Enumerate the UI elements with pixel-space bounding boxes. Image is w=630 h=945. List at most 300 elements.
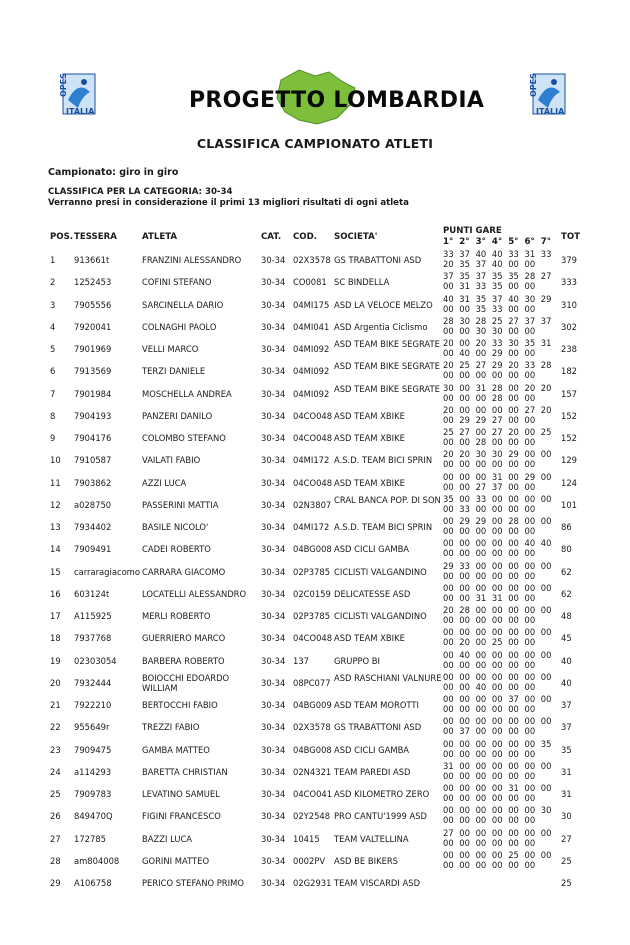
punti-value: 20 [475,338,487,348]
punti-value: 35 [508,271,519,282]
punti-value: 33 [491,338,503,348]
punti-value: 00 [491,827,503,838]
cell-tot: 35 [561,744,572,755]
punti-value: 31 [508,783,519,793]
cell-tot: 157 [561,388,577,399]
svg-text:OPES: OPES [529,73,538,97]
punti-value: 00 [524,793,536,803]
punti-value: 00 [508,259,519,269]
cell-cat: 30-34 [261,366,286,377]
punti-value: 00 [524,748,536,759]
punti-value: 00 [524,615,536,625]
punti-line-1 [443,449,558,459]
punti-value: 00 [508,392,519,403]
cell-punti-gare [443,294,558,314]
table-row [0,783,630,805]
cell-cod: 04MI092 [293,388,330,399]
cell-tot: 40 [561,655,572,666]
cell-pos: 20 [50,677,61,688]
punti-value: 00 [524,481,536,492]
punti-value: 00 [443,392,454,403]
punti-value: 00 [524,694,536,704]
cell-cat: 30-34 [261,522,286,532]
cell-atleta: GORINI MATTEO [142,855,210,866]
table-row [0,271,630,293]
punti-value: 00 [443,538,454,549]
punti-value: 00 [459,538,470,549]
gara-number-7: 7° [540,237,552,247]
punti-value: 00 [524,414,536,425]
cell-tessera: A106758 [74,878,112,888]
cell-tot: 310 [561,299,577,310]
cell-cat: 30-34 [261,410,286,421]
punti-value: 00 [443,671,454,682]
punti-value: 00 [524,859,536,870]
punti-value: 35 [491,281,503,292]
cell-societa: ASD CICLI GAMBA [334,544,410,555]
cell-punti-gare [443,761,558,781]
punti-value: 00 [475,704,487,714]
cell-societa: ASD TEAM BIKE SEGRATE [334,383,440,394]
cell-cat: 30-34 [261,855,286,866]
punti-value: 27 [508,315,519,326]
punti-value: 00 [475,526,487,536]
punti-value: 00 [475,649,487,660]
cell-societa: CICLISTI VALGANDINO [334,611,427,621]
cell-tessera: a114293 [74,766,112,777]
punti-value: 25 [540,427,552,437]
punti-value: 00 [475,815,487,826]
punti-value: 25 [459,360,470,371]
punti-value: 00 [475,548,487,559]
cell-tessera: 7910587 [74,455,112,466]
cell-tot: 31 [561,766,572,777]
cell-pos: 18 [50,633,61,644]
cell-pos: 4 [50,321,56,332]
cell-cat: 30-34 [261,611,286,621]
punti-value: 00 [475,348,487,358]
punti-value: 00 [443,370,454,381]
punti-value: 00 [508,370,519,381]
cell-tessera: 7901984 [74,388,112,399]
punti-value: 00 [524,437,536,447]
table-row [0,605,630,627]
cell-tessera: 7901969 [74,344,112,354]
punti-line-2 [443,459,558,469]
punti-value: 00 [508,281,519,292]
punti-value: 00 [443,726,454,737]
punti-value: 00 [475,716,487,727]
punti-value: 00 [443,481,454,492]
cell-atleta: CARRARA GIACOMO [142,566,226,577]
punti-value: 00 [459,849,470,860]
punti-value: 20 [443,338,454,348]
cell-cod: 02X3578 [293,722,331,733]
punti-line-1 [443,249,558,259]
punti-value: 00 [508,348,519,358]
punti-value: 00 [443,704,454,714]
cell-cod: 02P3785 [293,566,331,577]
punti-value: 00 [524,592,536,603]
punti-value: 28 [491,382,503,393]
punti-value: 00 [508,637,519,648]
punti-value: 20 [443,605,454,615]
cell-atleta: LOCATELLI ALESSANDRO [142,588,247,599]
cell-atleta: COFINI STEFANO [142,277,212,288]
punti-value: 00 [443,716,454,727]
cell-cat: 30-34 [261,588,286,599]
punti-value: 00 [459,370,470,381]
punti-value: 00 [459,716,470,727]
cell-tessera: 7904176 [74,433,112,443]
punti-value: 40 [524,538,536,549]
punti-value: 27 [475,481,487,492]
punti-value: 35 [491,271,503,282]
cell-societa: ASD TEAM XBIKE [334,410,405,421]
table-row [0,360,630,382]
cell-atleta: LEVATINO SAMUEL [142,789,220,799]
punti-value: 00 [508,459,519,470]
punti-value: 00 [508,538,519,549]
gara-number-4: 4° [491,237,503,247]
punti-value: 37 [475,259,487,269]
cell-tot: 62 [561,588,572,599]
punti-value: 00 [475,849,487,860]
punti-value: 00 [475,694,487,704]
punti-value: 00 [459,404,470,415]
punti-value: 25 [508,849,519,860]
table-row [0,249,630,271]
cell-atleta: COLOMBO STEFANO [142,433,226,443]
cell-punti-gare [443,449,558,469]
punti-value: 00 [459,694,470,704]
punti-value: 00 [540,783,552,793]
punti-value: 00 [508,681,519,692]
table-row [0,383,630,405]
cell-pos: 26 [50,811,61,822]
cell-tessera: 849470Q [74,811,113,822]
cell-societa: A.S.D. TEAM BICI SPRIN [334,522,433,532]
cell-pos: 3 [50,299,56,310]
cell-cod: 04MI041 [293,321,330,332]
punti-value: 28 [508,516,519,526]
punti-value: 00 [475,582,487,593]
punti-value: 00 [508,659,519,670]
punti-line-2 [443,771,558,781]
punti-value: 31 [491,592,503,603]
punti-value: 00 [508,827,519,838]
punti-value: 29 [459,414,470,425]
cell-tessera: 7922210 [74,700,112,710]
punti-value: 28 [443,315,454,326]
cell-pos: 24 [50,766,61,777]
cell-tessera: 1252453 [74,277,112,288]
punti-value: 40 [491,259,503,269]
punti-value: 00 [459,338,470,348]
table-row [0,294,630,316]
punti-value: 00 [524,503,536,514]
punti-value: 28 [491,392,503,403]
cell-tessera: 7905556 [74,299,112,310]
cell-cat: 30-34 [261,499,286,510]
punti-value: 00 [508,303,519,314]
cell-tessera: 7937768 [74,633,112,644]
punti-value: 00 [443,649,454,660]
punti-value: 00 [524,560,536,571]
cell-cod: 02C0159 [293,588,331,599]
punti-value: 00 [508,671,519,682]
punti-value: 00 [491,605,503,615]
cell-atleta: BAZZI LUCA [142,833,193,844]
punti-value: 33 [443,249,454,259]
punti-value: 00 [524,849,536,860]
cell-tot: 182 [561,366,577,377]
punti-value: 00 [459,859,470,870]
punti-value: 20 [540,382,552,393]
punti-line-2 [443,281,558,291]
punti-line-1 [443,405,558,415]
punti-value: 00 [524,605,536,615]
punti-value: 00 [459,760,470,771]
cell-tessera: 7934402 [74,522,112,532]
cell-societa: ASD TEAM XBIKE [334,433,405,443]
punti-value: 00 [491,493,503,504]
punti-value: 00 [524,770,536,781]
cell-punti-gare [443,516,558,536]
cell-societa: ASD TEAM BIKE SEGRATE [334,339,440,349]
punti-line-2 [443,482,558,492]
cell-punti-gare [443,583,558,603]
punti-value: 00 [475,560,487,571]
punti-value: 40 [508,293,519,304]
cell-atleta: TREZZI FABIO [142,722,200,733]
punti-value: 00 [491,370,503,381]
punti-value: 00 [443,793,454,803]
cell-atleta: VAILATI FABIO [142,455,201,466]
cell-tessera: 172785 [74,833,106,844]
punti-value: 33 [491,303,503,314]
cell-cat: 30-34 [261,878,286,888]
punti-value: 00 [459,382,470,393]
cell-punti-gare [443,538,558,558]
svg-text:ITALIA: ITALIA [66,107,95,116]
punti-value: 00 [508,704,519,714]
cell-tot: 31 [561,789,572,799]
cell-societa: PRO CANTU'1999 ASD [334,811,427,822]
cell-atleta: PASSERINI MATTIA [142,499,219,510]
punti-value: 00 [524,716,536,727]
punti-value: 00 [475,370,487,381]
punti-value: 00 [524,516,536,526]
cell-pos: 28 [50,855,61,866]
punti-value: 00 [491,570,503,581]
punti-value: 31 [459,293,470,304]
cell-cod: 04CO048 [293,633,333,644]
punti-value: 00 [540,471,552,482]
cell-punti-gare [443,494,558,514]
category-title: CLASSIFICA PER LA CATEGORIA: 30-34 [48,187,233,197]
punti-line-1 [443,360,558,370]
punti-value: 30 [491,325,503,336]
punti-value: 00 [491,716,503,727]
punti-value: 31 [475,592,487,603]
table-row [0,850,630,872]
cell-tessera: 913661t [74,255,110,265]
punti-line-1 [443,316,558,326]
category-note: Verranno presi in considerazione il primi 13 migliori risultati di ogni atleta [48,198,409,208]
punti-value: 00 [475,627,487,638]
punti-value: 30 [459,315,470,326]
punti-value: 00 [524,726,536,737]
punti-line-2 [443,860,558,870]
table-row [0,716,630,738]
punti-value: 00 [459,827,470,838]
punti-line-2 [443,704,558,714]
punti-value: 00 [475,793,487,803]
cell-pos: 2 [50,277,56,288]
punti-value: 00 [524,370,536,381]
cell-tot: 101 [561,499,577,510]
cell-cat: 30-34 [261,433,286,443]
cell-punti-gare [443,338,558,358]
punti-value: 30 [475,449,487,460]
cell-tessera: 7909491 [74,544,112,555]
punti-value: 31 [475,382,487,393]
punti-value: 00 [508,382,519,393]
punti-value: 00 [459,681,470,692]
punti-value: 20 [443,449,454,460]
punti-value: 00 [540,760,552,771]
cell-punti-gare [443,405,558,425]
cell-cat: 30-34 [261,744,286,755]
cell-atleta: PERICO STEFANO PRIMO [142,878,244,888]
col-tot-header: TOT [561,232,581,242]
punti-value: 20 [508,427,519,437]
punti-value: 00 [524,427,536,437]
punti-value: 29 [524,471,536,482]
cell-punti-gare [443,672,558,692]
cell-atleta: VELLI MARCO [142,344,199,354]
cell-punti-gare [443,739,558,759]
punti-value: 00 [508,815,519,826]
punti-value: 00 [443,805,454,816]
punti-line-1 [443,294,558,304]
punti-line-1 [443,627,558,637]
cell-societa: ASD KILOMETRO ZERO [334,789,430,799]
punti-value: 00 [459,582,470,593]
punti-value: 00 [491,516,503,526]
punti-value: 25 [491,315,503,326]
table-row [0,427,630,449]
punti-value: 00 [491,694,503,704]
punti-value: 37 [491,293,503,304]
cell-societa: TEAM VISCARDI ASD [334,878,421,888]
punti-value: 00 [475,637,487,648]
punti-value: 00 [443,770,454,781]
cell-atleta: CADEI ROBERTO [142,544,211,555]
cell-cat: 30-34 [261,388,286,399]
punti-line-2 [443,370,558,380]
punti-value: 20 [508,360,519,371]
punti-value: 00 [459,671,470,682]
cell-punti-gare [443,605,558,625]
cell-atleta: SARCINELLA DARIO [142,299,224,310]
table-row [0,316,630,338]
punti-line-2 [443,415,558,425]
cell-societa: A.S.D. TEAM BICI SPRIN [334,455,433,466]
cell-tot: 30 [561,811,572,822]
cell-punti-gare [443,271,558,291]
punti-value: 00 [475,859,487,870]
punti-value: 00 [491,805,503,816]
punti-line-2 [443,682,558,692]
cell-cod: CO0081 [293,277,327,288]
punti-value: 33 [540,249,552,259]
table-row [0,872,630,894]
cell-cat: 30-34 [261,255,286,265]
punti-value: 00 [459,437,470,447]
punti-value: 00 [524,805,536,816]
table-row [0,828,630,850]
punti-value: 00 [491,760,503,771]
cell-pos: 16 [50,588,61,599]
table-row [0,449,630,471]
punti-value: 30 [540,805,552,816]
punti-value: 28 [475,437,487,447]
punti-value: 00 [459,325,470,336]
table-row [0,761,630,783]
punti-value: 00 [443,694,454,704]
punti-value: 00 [459,471,470,482]
punti-line-2 [443,793,558,803]
punti-value: 00 [443,348,454,358]
cell-punti-gare [443,249,558,269]
punti-line-1 [443,761,558,771]
brand-title: PROGETTO LOMBARDIA [189,88,485,113]
gara-number-6: 6° [524,237,535,247]
cell-tessera: 955649r [74,722,110,733]
cell-societa: GS TRABATTONI ASD [334,722,422,733]
punti-value: 00 [508,760,519,771]
punti-value: 00 [540,827,552,838]
punti-value: 31 [540,338,552,348]
punti-line-2 [443,259,558,269]
punti-value: 40 [459,649,470,660]
punti-value: 35 [459,271,470,282]
col-atleta-header: ATLETA [142,232,178,242]
punti-value: 00 [475,748,487,759]
punti-value: 27 [459,427,470,437]
punti-value: 00 [524,392,536,403]
cell-societa: GRUPPO BI [334,655,381,666]
punti-value: 00 [508,570,519,581]
punti-line-1 [443,694,558,704]
punti-value: 00 [443,627,454,638]
punti-value: 00 [491,459,503,470]
punti-line-2 [443,726,558,736]
table-row [0,739,630,761]
cell-pos: 23 [50,744,61,755]
punti-line-1 [443,716,558,726]
punti-value: 25 [491,637,503,648]
punti-value: 00 [491,726,503,737]
punti-value: 28 [459,605,470,615]
table-row [0,650,630,672]
cell-tessera: 7904193 [74,410,112,421]
punti-value: 35 [443,493,454,504]
punti-value: 00 [459,704,470,714]
punti-value: 00 [524,582,536,593]
